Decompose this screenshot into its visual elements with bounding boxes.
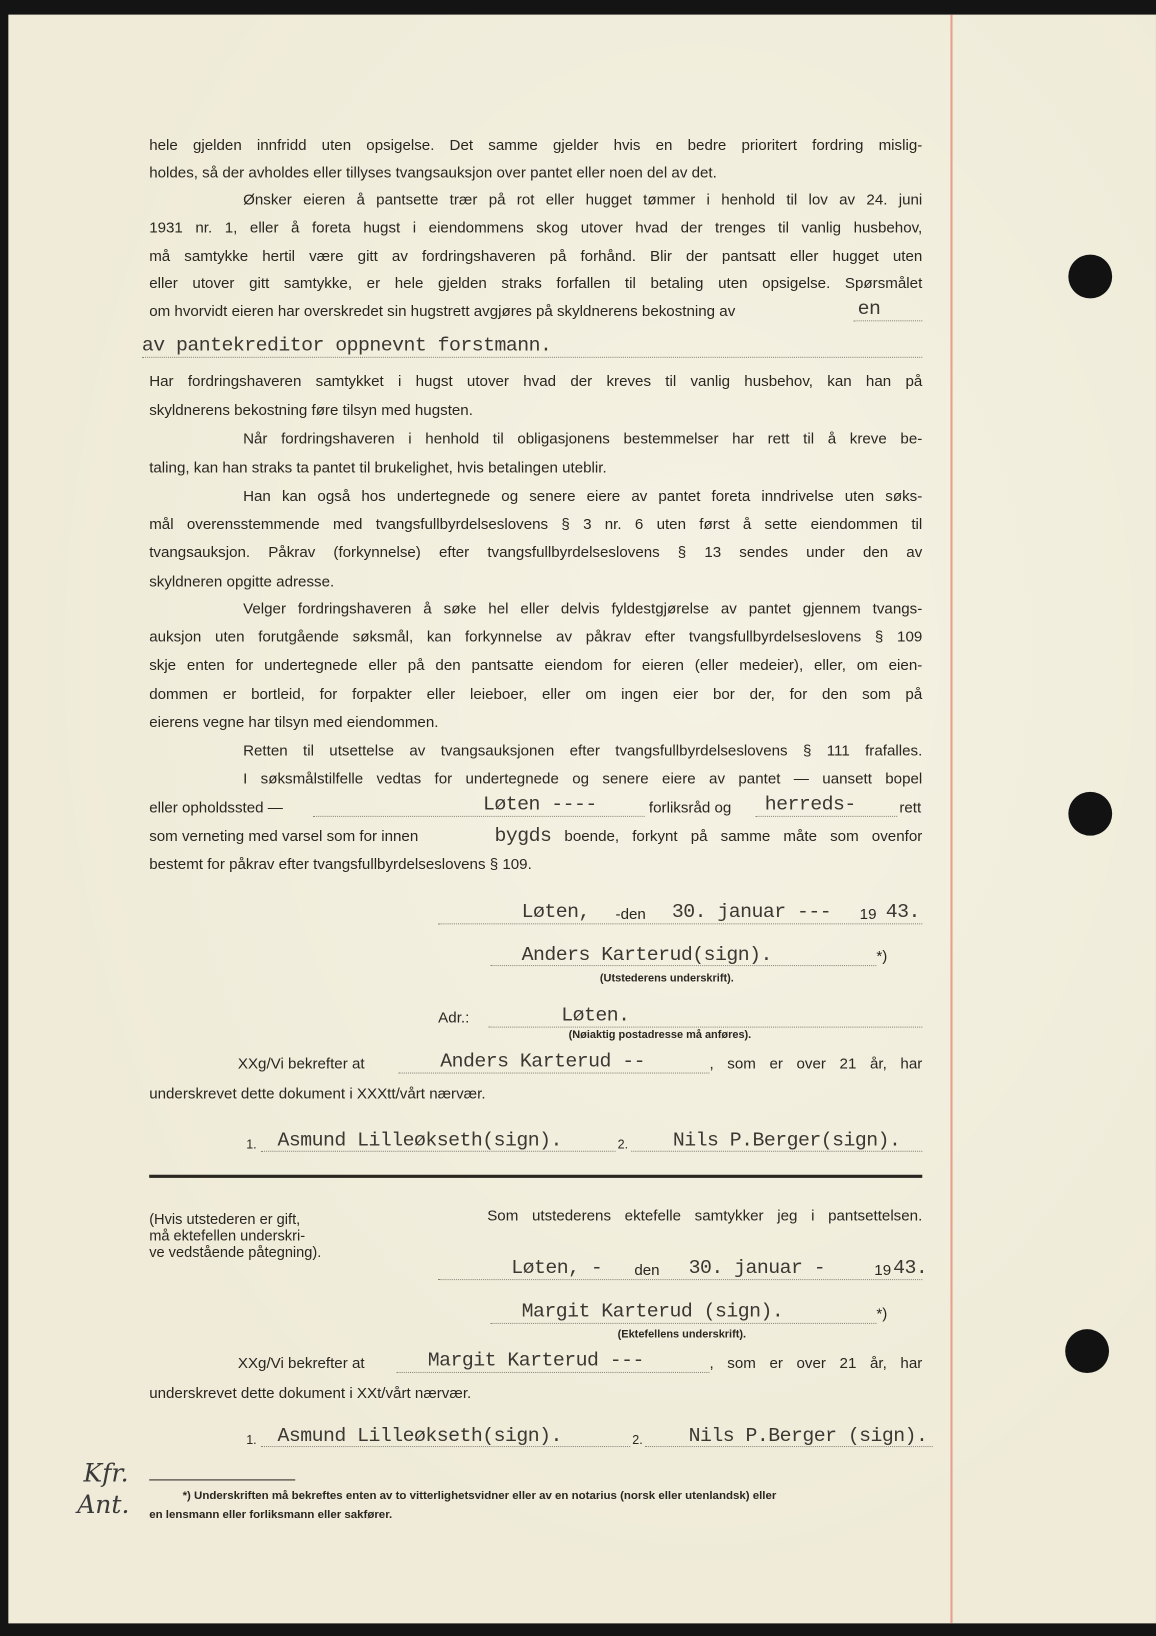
typed-text: Margit Karterud (sign). — [521, 1299, 784, 1323]
typed-text: Løten, - — [511, 1256, 603, 1280]
typed-text: 43. — [885, 900, 920, 924]
punch-hole — [1068, 792, 1112, 836]
body-line: mål overensstemmende med tvangsfullbyrdelseslovens § 3 nr. 6 uten først å sette eiendommen til — [149, 516, 923, 534]
confirm-prefix: XXg/Vi bekrefter at — [237, 1355, 365, 1372]
typed-text: Løten, — [521, 900, 590, 924]
body-line: boende, forkynt på samme måte som ovenfor — [564, 828, 923, 846]
punch-hole — [1068, 255, 1112, 299]
body-line: I søksmålstilfelle vedtas for undertegnede og senere eiere av pantet — uansett bopel — [243, 770, 923, 788]
confirm-suffix: , som er over 21 år, har — [709, 1055, 923, 1073]
typed-text: 30. januar - — [688, 1256, 826, 1280]
body-line: hele gjelden innfridd uten opsigelse. Det samme gjelder hvis en bedre prioritert fordring mislig- — [149, 137, 923, 155]
typed-text: 30. januar --- — [671, 900, 832, 924]
typed-text: Anders Karterud -- — [440, 1049, 646, 1073]
spouse-note-line: ve vedstående påtegning). — [149, 1243, 322, 1261]
body-line: Velger fordringshaveren å søke hel eller delvis fyldestgjørelse av pantet gjennem tvangs- — [243, 600, 923, 618]
footnote-mark: *) — [876, 1306, 888, 1323]
typed-text: Løten. — [561, 1003, 630, 1027]
confirm-prefix: XXg/Vi bekrefter at — [237, 1055, 365, 1073]
typed-text: herreds- — [764, 792, 856, 816]
typed-text: 43. — [893, 1256, 928, 1280]
handwritten-note: Kfr. — [83, 1458, 129, 1488]
body-line: skje enten for undertegnede eller på den pantsatte eiendom for eieren (eller medeier), eller, om eien- — [149, 657, 923, 674]
witness-number: 2. — [617, 1137, 629, 1152]
signature-caption: (Ektefellens underskrift). — [617, 1328, 747, 1341]
typed-text: Asmund Lilleøkseth(sign). — [277, 1128, 562, 1152]
body-line: auksjon uten forutgående søksmål, kan forkynnelse av påkrav efter tvangsfullbyrdelseslovens § 109 — [149, 629, 923, 646]
typed-text: Margit Karterud --- — [427, 1348, 644, 1372]
body-line: Har fordringshaveren samtykket i hugst utover hvad der kreves til vanlig husbehov, kan han på — [149, 373, 923, 391]
signature-caption: (Utstederens underskrift). — [599, 972, 734, 985]
body-line: 1931 nr. 1, eller å foreta hugst i eiendommens skog utover hvad der trenges til vanlig husbehov, — [149, 220, 923, 237]
body-line: eller opholdssted — — [149, 800, 283, 817]
witness-number: 2. — [632, 1432, 643, 1448]
spouse-note-line: må ektefellen underskri- — [149, 1226, 306, 1244]
typed-text: en — [857, 297, 881, 321]
witness-number: 1. — [246, 1137, 257, 1152]
confirm-suffix: , som er over 21 år, har — [709, 1355, 923, 1372]
body-line: rett — [899, 800, 922, 817]
den-label: den — [634, 1262, 660, 1280]
body-line: Ønsker eieren å pantsette trær på rot eller hugget tømmer i henhold til lov av 24. juni — [243, 191, 923, 209]
body-line: som verneting med varsel som for innen — [149, 828, 419, 846]
typed-text: Asmund Lilleøkseth(sign). — [277, 1424, 562, 1448]
footnote-rule — [149, 1479, 295, 1480]
body-line: eller utover gitt samtykke, er hele gjelden straks forfallen til betaling uten opsigelse. Spørsmålet — [149, 275, 923, 293]
confirm-line: underskrevet dette dokument i XXt/vårt nærvær. — [149, 1385, 472, 1403]
typed-text: bygds — [494, 824, 552, 848]
body-line: skyldnerens bekostning føre tilsyn med hugsten. — [149, 402, 473, 420]
typed-text: Nils P.Berger (sign). — [688, 1424, 928, 1448]
body-line: om hvorvidt eieren har overskredet sin hugstrett avgjøres på skyldnerens bekostning av — [149, 303, 736, 321]
typed-text: Anders Karterud(sign). — [521, 943, 772, 967]
confirm-line: underskrevet dette dokument i XXXtt/vårt nærvær. — [149, 1086, 486, 1103]
witness-number: 1. — [246, 1432, 257, 1448]
body-line: taling, kan han straks ta pantet til brukelighet, hvis betalingen uteblir. — [149, 460, 607, 477]
address-label: Adr.: — [438, 1009, 470, 1027]
footnote-mark: *) — [876, 948, 888, 966]
punch-hole — [1065, 1329, 1109, 1373]
den-label: -den — [615, 906, 646, 924]
section-divider — [149, 1175, 922, 1178]
footnote-line: *) Underskriften må bekreftes enten av to vitterlighetsvidner eller av en notarius (norsk eller utenlandsk) eller — [182, 1489, 777, 1503]
spouse-note-line: (Hvis utstederen er gift, — [149, 1210, 301, 1227]
body-line: eierens vegne har tilsyn med eiendommen. — [149, 714, 439, 732]
body-line: tvangsauksjon. Påkrav (forkynnelse) efter tvangsfullbyrdelseslovens § 13 sendes under den av — [149, 544, 923, 562]
body-line: dommen er bortleid, for forpakter eller leieboer, eller om ingen eier bor der, for den som på — [149, 686, 923, 704]
typed-text: Nils P.Berger(sign). — [672, 1128, 901, 1152]
body-line: Når fordringshaveren i henhold til obligasjonens bestemmelser har rett til å kreve be- — [243, 430, 923, 448]
spouse-consent: Som utstederens ektefelle samtykker jeg i pantsettelsen. — [487, 1208, 923, 1225]
body-line: skyldneren opgitte adresse. — [149, 573, 335, 591]
body-line: må samtykke hertil være gitt av fordringshaveren på forhånd. Blir der pantsatt eller hugget uten — [149, 248, 923, 265]
typed-text: av pantekreditor oppnevnt forstmann. — [141, 333, 552, 357]
body-line: holdes, så der avholdes eller tillyses tvangsauksjon over pantet eller noen del av det. — [149, 164, 717, 182]
margin-line — [950, 15, 952, 1624]
century-label: 19 — [859, 906, 877, 924]
typed-text: Løten ---- — [483, 792, 597, 816]
address-caption: (Nøiaktig postadresse må anføres). — [568, 1028, 752, 1042]
century-label: 19 — [874, 1262, 892, 1280]
body-line: bestemt for påkrav efter tvangsfullbyrdelseslovens § 109. — [149, 856, 532, 874]
body-line: forliksråd og — [648, 800, 732, 817]
footnote-line: en lensmann eller forliksmann eller sakfører. — [149, 1508, 393, 1522]
handwritten-note: Ant. — [77, 1489, 130, 1520]
body-line: Retten til utsettelse av tvangsauksjonen efter tvangsfullbyrdelseslovens § 111 frafalles. — [243, 742, 923, 760]
body-line: Han kan også hos undertegnede og senere eiere av pantet foreta inndrivelse uten søks- — [243, 488, 923, 505]
